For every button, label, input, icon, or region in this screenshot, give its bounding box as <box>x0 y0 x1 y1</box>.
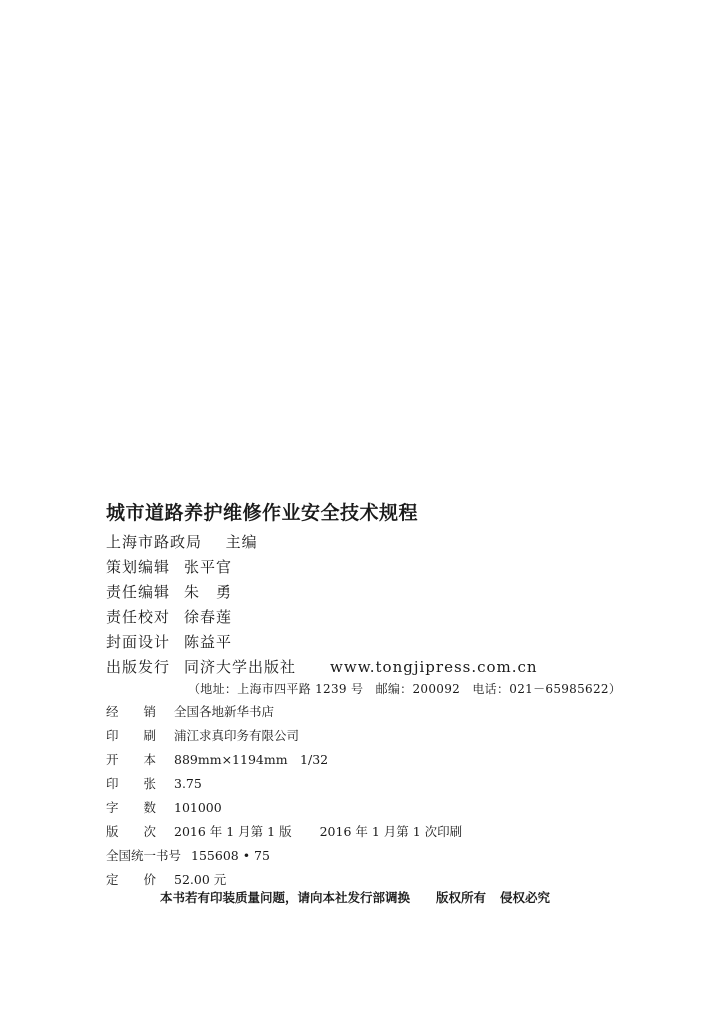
spec-printing <box>106 726 299 744</box>
publisher-name: 同济大学出版社 <box>184 658 297 676</box>
credit-label: 责任校对 <box>106 608 171 626</box>
spec-value: 全国各地新华书店 <box>174 704 275 719</box>
spec-value: 2016 年 1 月第 1 版 <box>174 824 292 839</box>
credit-value: 张平官 <box>184 558 233 576</box>
copyright-notice: 版权所有 <box>436 890 487 905</box>
spec-value-printing: 2016 年 1 月第 1 次印刷 <box>319 824 463 839</box>
credit-label: 策划编辑 <box>106 558 171 576</box>
credit-value: 陈益平 <box>184 633 233 651</box>
credit-label: 上海市路政局 <box>106 533 203 551</box>
credit-responsible-editor <box>106 581 232 602</box>
book-title: 城市道路养护维修作业安全技术规程 <box>106 502 419 524</box>
credit-label: 责任编辑 <box>106 583 171 601</box>
credit-planning-editor <box>106 556 232 577</box>
spec-label: 字 数 <box>106 800 157 815</box>
spec-label: 定 价 <box>106 872 157 887</box>
spec-label: 全国统一书号 <box>106 848 182 863</box>
spec-label: 版 次 <box>106 824 157 839</box>
spec-value: 101000 <box>174 800 222 815</box>
credit-value: 主编 <box>225 533 258 551</box>
spec-word-count <box>106 798 222 816</box>
infringement-notice: 侵权必究 <box>500 890 551 905</box>
spec-label: 开 本 <box>106 752 157 767</box>
publisher-label: 出版发行 <box>106 658 171 676</box>
spec-value: 3.75 <box>174 776 202 791</box>
spec-label: 印 刷 <box>106 728 157 743</box>
spec-value: 浦江求真印务有限公司 <box>174 728 300 743</box>
credit-value: 朱 勇 <box>184 583 233 601</box>
credit-proofreader <box>106 606 232 627</box>
spec-edition <box>106 822 462 840</box>
spec-label: 经 销 <box>106 704 157 719</box>
spec-label: 印 张 <box>106 776 157 791</box>
credit-label: 封面设计 <box>106 633 171 651</box>
publisher-address: （地址：上海市四平路 1239 号 邮编：200092 电话：021－65985622） <box>188 682 622 696</box>
spec-value: 52.00 元 <box>174 872 227 887</box>
spec-format <box>106 750 328 768</box>
spec-price <box>106 870 226 888</box>
publisher-line <box>106 656 538 677</box>
publisher-url: www.tongjipress.com.cn <box>330 658 538 676</box>
copyright-footer <box>160 888 550 906</box>
credit-chief-editor <box>106 531 258 552</box>
spec-distribution <box>106 702 274 720</box>
spec-value: 889mm×1194mm 1/32 <box>174 752 329 767</box>
spec-isbn <box>106 846 270 864</box>
credit-cover-design <box>106 631 232 652</box>
spec-value: 155608 • 75 <box>191 848 270 863</box>
quality-notice: 本书若有印装质量问题，请向本社发行部调换 <box>160 890 411 905</box>
spec-sheets <box>106 774 202 792</box>
credit-value: 徐春莲 <box>184 608 233 626</box>
